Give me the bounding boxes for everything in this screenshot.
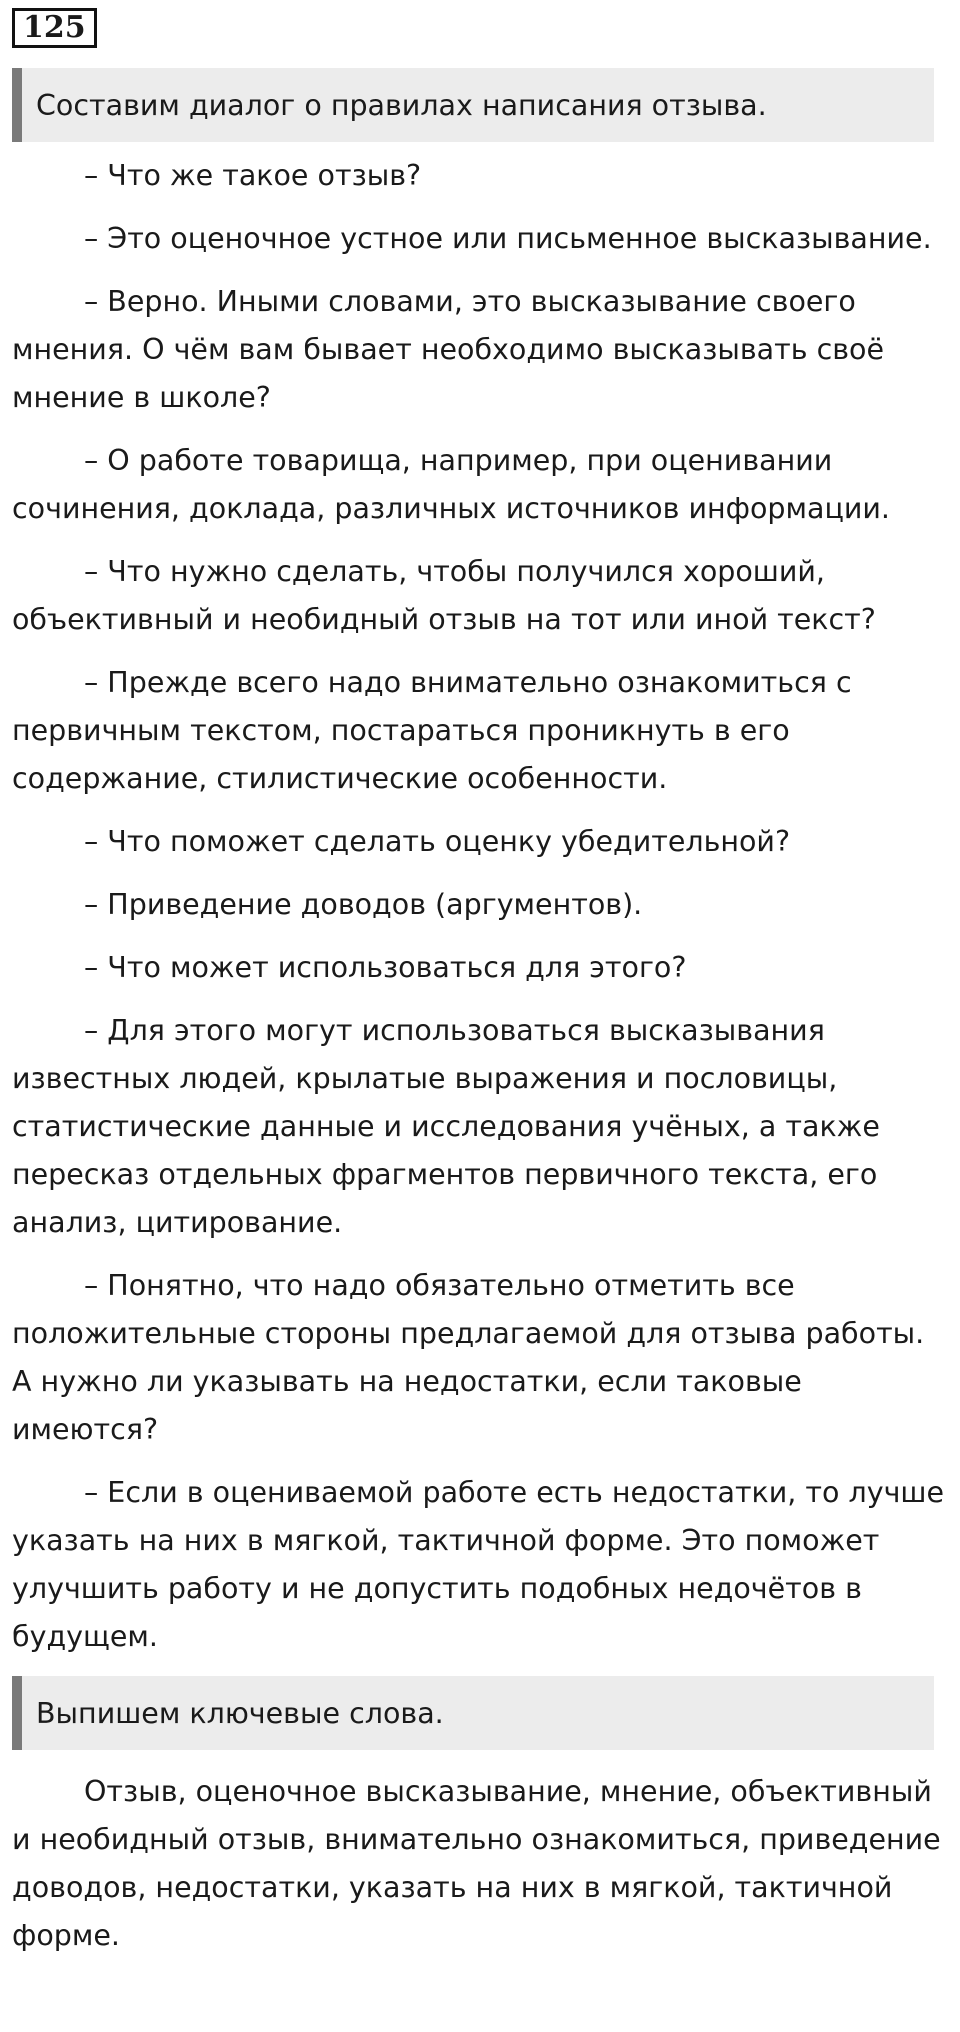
dialog-line: – Что может использоваться для этого? (84, 951, 687, 984)
dialog-line: – Что поможет сделать оценку убедительной? (84, 825, 791, 858)
dialog-list (12, 152, 948, 1661)
dialog-line: – Это оценочное устное или письменное высказывание. (84, 222, 932, 255)
dialog-line: – Что же такое отзыв? (84, 159, 422, 192)
dialog-line: – Понятно, что надо обязательно отметить все положительные стороны предлагаемой для отзыва работы. А нужно ли указывать на недостатки, если таковые имеются? (12, 1269, 925, 1446)
section-heading-keywords (12, 1676, 934, 1750)
dialog-line: – Что нужно сделать, чтобы получился хороший, объективный и необидный отзыв на тот или иной текст? (12, 555, 876, 636)
keywords-paragraph: Отзыв, оценочное высказывание, мнение, объективный и необидный отзыв, внимательно ознакомиться, приведение доводов, недостатки, указать на них в мягкой, тактичной форме. (12, 1775, 941, 1952)
dialog-line: – Верно. Иными словами, это высказывание своего мнения. О чём вам бывает необходимо высказывать своё мнение в школе? (12, 285, 885, 414)
dialog-line: – Приведение доводов (аргументов). (84, 888, 643, 921)
section-heading-keywords-text: Выпишем ключевые слова. (36, 1696, 444, 1730)
dialog-line: – Если в оцениваемой работе есть недостатки, то лучше указать на них в мягкой, тактичной форме. Это поможет улучшить работу и не допустить подобных недочётов в будущем. (12, 1476, 945, 1653)
keywords-block (12, 1768, 948, 1960)
section-heading-dialog-text: Составим диалог о правилах написания отзыва. (36, 88, 767, 122)
section-heading-dialog (12, 68, 934, 142)
dialog-line: – Прежде всего надо внимательно ознакомиться с первичным текстом, постараться проникнуть в его содержание, стилистические особенности. (12, 666, 852, 795)
dialog-line: – О работе товарища, например, при оценивании сочинения, доклада, различных источников информации. (12, 444, 890, 525)
dialog-line: – Для этого могут использоваться высказывания известных людей, крылатые выражения и пословицы, статистические данные и исследования учёных, а также пересказ отдельных фрагментов первичного текста, его анализ, цитирование. (12, 1014, 880, 1239)
task-number-badge: 125 (12, 8, 97, 48)
